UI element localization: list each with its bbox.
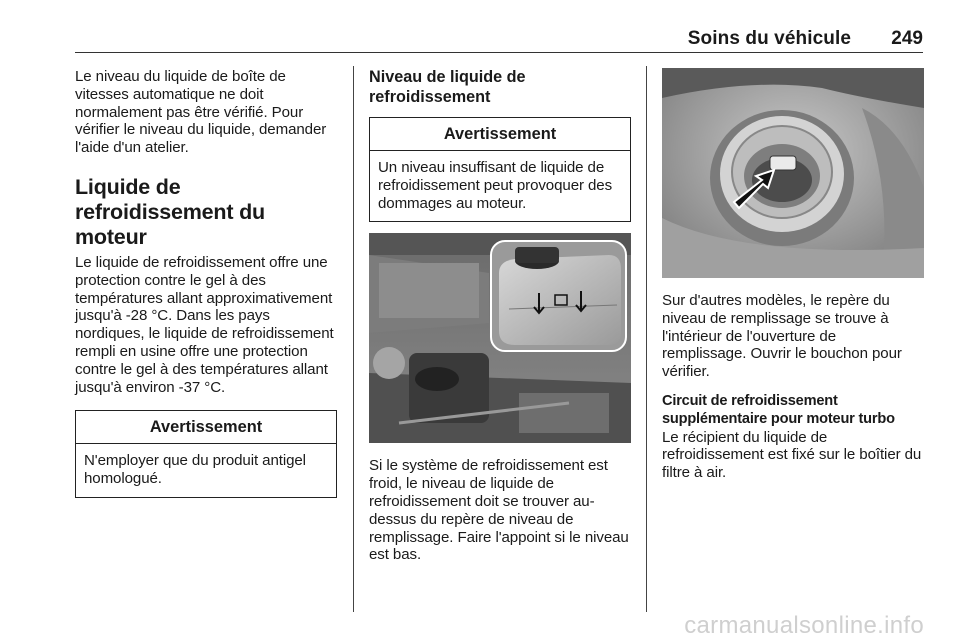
warning-text: N'employer que du produit antigel homologué. — [84, 452, 306, 488]
warning-text: Un niveau insuffisant de liquide de refroidissement peut provoquer des dommages au moteur. — [378, 159, 613, 212]
site-watermark: carmanualsonline.info — [684, 612, 924, 639]
warning-box-level — [369, 117, 631, 222]
warning-title: Avertissement — [76, 411, 336, 444]
column-2 — [369, 68, 631, 564]
section-title: Soins du véhicule — [687, 28, 851, 49]
coolant-paragraph: Le liquide de refroidissement offre une protection contre le gel à des températures allant approximativement jusqu'à -28 °C. Dans les pays nordiques, le liquide de refroidissement rempli en usine offre une protection contre le gel à des températures allant jusqu'à environ -37 °C. — [75, 253, 334, 396]
turbo-circuit-paragraph: Le récipient du liquide de refroidissement est fixé sur le boîtier du filtre à air. — [662, 428, 922, 482]
column-divider — [646, 66, 647, 612]
turbo-circuit-heading: Circuit de refroidissement supplémentaire pour moteur turbo — [662, 392, 895, 427]
intro-paragraph: Le niveau du liquide de boîte de vitesses automatique ne doit normalement pas être vérifié. Pour vérifier le niveau du liquide, demander l'aide d'un atelier. — [75, 68, 327, 157]
column-3 — [662, 68, 924, 482]
warning-box-antifreeze — [75, 410, 337, 498]
page-number: 249 — [891, 28, 923, 49]
page-header — [75, 26, 923, 53]
column-1 — [75, 68, 337, 498]
warning-title: Avertissement — [370, 118, 630, 151]
filler-neck-photo — [662, 68, 924, 278]
level-caption: Si le système de refroidissement est froid, le niveau de liquide de refroidissement doit se trouver au-dessus du repère de niveau de remplissage. Faire l'appoint si le niveau est bas. — [369, 457, 629, 564]
coolant-heading: Liquide de refroidissement du moteur — [75, 174, 265, 249]
column-divider — [353, 66, 354, 612]
coolant-level-heading: Niveau de liquide de refroidissement — [369, 68, 526, 106]
filler-paragraph: Sur d'autres modèles, le repère du niveau de remplissage se trouve à l'intérieur de l'ouverture de remplissage. Ouvrir le bouchon pour vérifier. — [662, 292, 902, 381]
engine-bay-photo — [369, 233, 631, 443]
